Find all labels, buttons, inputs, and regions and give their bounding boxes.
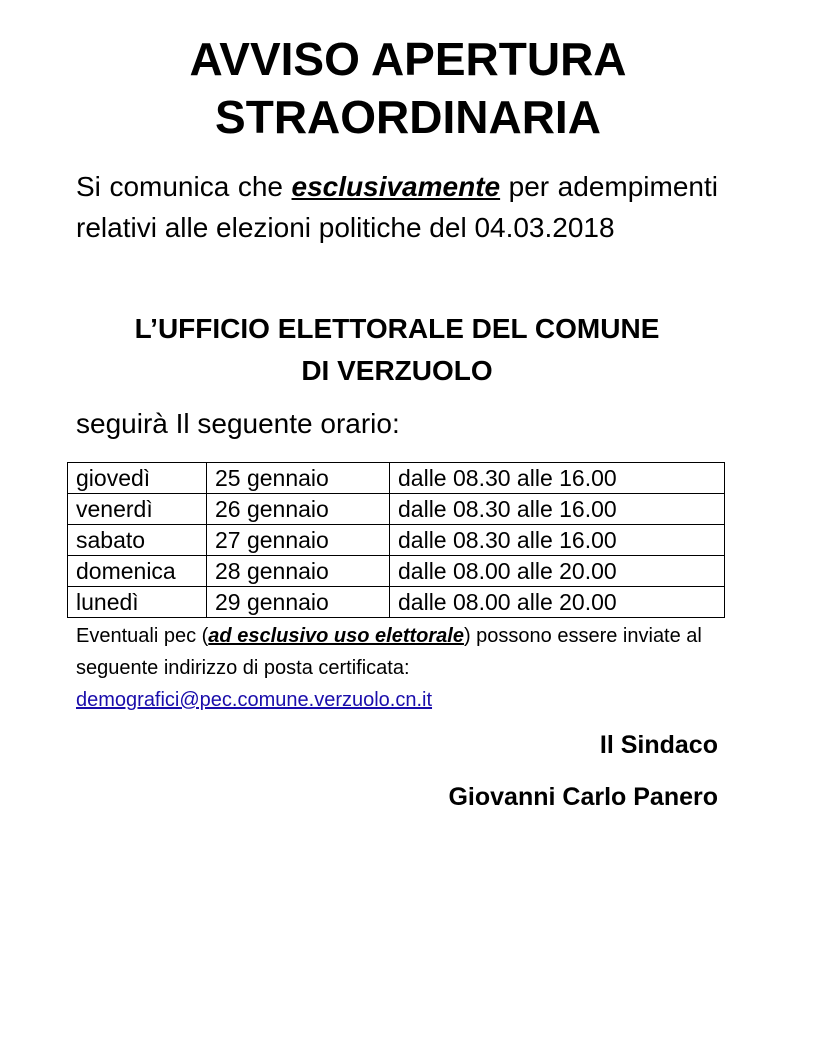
pec-notes	[76, 620, 736, 716]
intro-paragraph	[76, 166, 718, 248]
date-cell: 26 gennaio	[207, 494, 390, 525]
signature-name: Giovanni Carlo Panero	[448, 783, 718, 811]
hours-cell: dalle 08.00 alle 20.00	[390, 556, 725, 587]
hours-cell: dalle 08.30 alle 16.00	[390, 525, 725, 556]
day-cell: giovedì	[68, 463, 207, 494]
hours-cell: dalle 08.30 alle 16.00	[390, 494, 725, 525]
hours-cell: dalle 08.30 alle 16.00	[390, 463, 725, 494]
schedule-table	[67, 462, 725, 618]
table-row	[68, 525, 725, 556]
day-cell: lunedì	[68, 587, 207, 618]
date-cell: 27 gennaio	[207, 525, 390, 556]
date-cell: 29 gennaio	[207, 587, 390, 618]
date-cell: 25 gennaio	[207, 463, 390, 494]
date-cell: 28 gennaio	[207, 556, 390, 587]
office-heading	[60, 308, 734, 392]
signature-block	[448, 728, 718, 832]
table-row	[68, 587, 725, 618]
schedule-intro: seguirà Il seguente orario:	[76, 408, 400, 439]
pec-text-start: Eventuali pec (	[76, 625, 209, 647]
intro-text-start: Si comunica che	[76, 171, 292, 202]
table-row	[68, 463, 725, 494]
signature-role: Il Sindaco	[599, 731, 718, 759]
title-line-2: STRAORDINARIA	[215, 91, 601, 143]
pec-email-link[interactable]: demografici@pec.comune.verzuolo.cn.it	[76, 689, 433, 711]
intro-text-end: per adempimenti relativi alle elezioni politiche del 04.03.2018	[76, 171, 718, 243]
table-row	[68, 494, 725, 525]
pec-notes-text	[76, 620, 736, 684]
office-line-2: DI VERZUOLO	[301, 355, 493, 386]
title-line-1: AVVISO APERTURA	[189, 33, 627, 85]
pec-text-end: ) possono essere inviate al seguente indirizzo di posta certificata:	[76, 625, 702, 679]
intro-emphasis: esclusivamente	[291, 171, 501, 202]
day-cell: domenica	[68, 556, 207, 587]
day-cell: venerdì	[68, 494, 207, 525]
pec-emphasis: ad esclusivo uso elettorale	[208, 625, 464, 647]
notice-title	[0, 30, 816, 146]
table-row	[68, 556, 725, 587]
hours-cell: dalle 08.00 alle 20.00	[390, 587, 725, 618]
office-line-1: L’UFFICIO ELETTORALE DEL COMUNE	[134, 313, 660, 344]
day-cell: sabato	[68, 525, 207, 556]
